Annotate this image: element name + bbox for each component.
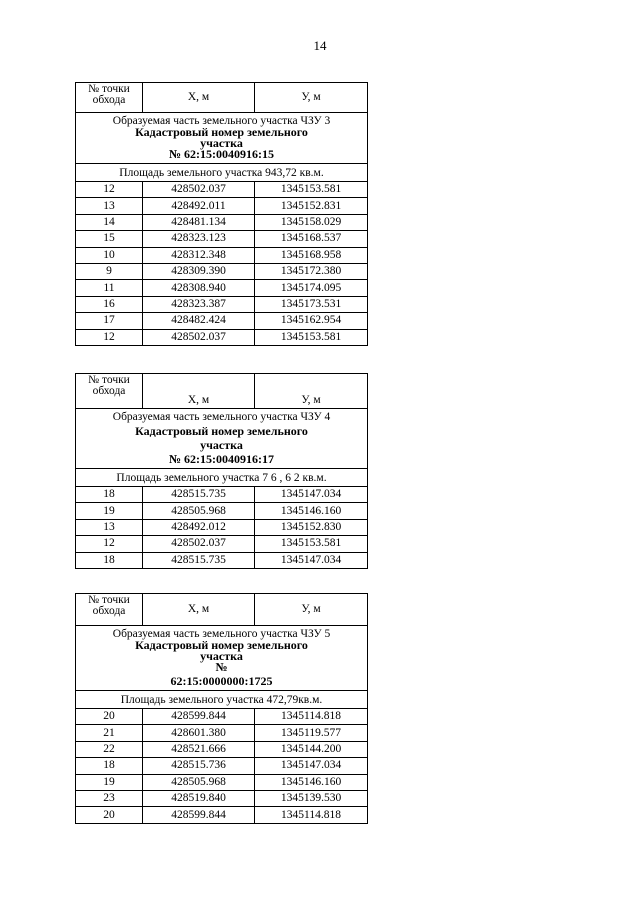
- y-coordinate-cell: 1345139.530: [255, 790, 368, 806]
- table-row: [76, 503, 368, 519]
- table-row: [76, 247, 368, 263]
- table-row: [76, 790, 368, 806]
- point-number-cell: 17: [76, 313, 143, 329]
- land-part-table-3: [75, 593, 368, 824]
- point-number-cell: 20: [76, 807, 143, 823]
- point-number-cell: 22: [76, 741, 143, 757]
- land-part-table-1: [75, 82, 368, 346]
- x-coordinate-cell: 428309.390: [143, 263, 255, 279]
- point-number-cell: 12: [76, 536, 143, 552]
- cadastral-label-cont: участка: [200, 649, 243, 663]
- coordinate-rows: [76, 487, 368, 569]
- point-number-cell: 12: [76, 182, 143, 198]
- area-text: Площадь земельного участка 943,72 кв.м.: [76, 164, 368, 182]
- table-row: [76, 296, 368, 312]
- table-row: [76, 774, 368, 790]
- point-number-cell: 18: [76, 552, 143, 568]
- y-coordinate-cell: 1345147.034: [255, 758, 368, 774]
- col-x-header: X, м: [143, 594, 255, 626]
- cadastral-label-cont: участка: [200, 136, 243, 150]
- y-coordinate-cell: 1345114.818: [255, 807, 368, 823]
- x-coordinate-cell: 428323.123: [143, 231, 255, 247]
- table-row: [76, 741, 368, 757]
- y-coordinate-cell: 1345152.830: [255, 519, 368, 535]
- table-row: [76, 313, 368, 329]
- x-coordinate-cell: 428599.844: [143, 709, 255, 725]
- y-coordinate-cell: 1345162.954: [255, 313, 368, 329]
- x-coordinate-cell: 428481.134: [143, 214, 255, 230]
- point-number-cell: 11: [76, 280, 143, 296]
- area-text: Площадь земельного участка 7 6 , 6 2 кв.м.: [76, 469, 368, 487]
- col-x-header: X, м: [143, 374, 255, 409]
- cadastral-label: Кадастровый номер земельного: [135, 424, 308, 438]
- point-number-cell: 14: [76, 214, 143, 230]
- y-coordinate-cell: 1345147.034: [255, 487, 368, 503]
- point-number-cell: 19: [76, 503, 143, 519]
- y-coordinate-cell: 1345144.200: [255, 741, 368, 757]
- y-coordinate-cell: 1345172.380: [255, 263, 368, 279]
- point-number-cell: 20: [76, 709, 143, 725]
- y-coordinate-cell: 1345147.034: [255, 552, 368, 568]
- point-number-cell: 18: [76, 758, 143, 774]
- x-coordinate-cell: 428599.844: [143, 807, 255, 823]
- table-row: [76, 709, 368, 725]
- y-coordinate-cell: 1345152.831: [255, 198, 368, 214]
- x-coordinate-cell: 428308.940: [143, 280, 255, 296]
- cadastral-label: Кадастровый номер земельного: [135, 125, 308, 139]
- table-title: Образуемая часть земельного участка ЧЗУ 5: [112, 628, 331, 640]
- point-number-cell: 10: [76, 247, 143, 263]
- y-coordinate-cell: 1345146.160: [255, 774, 368, 790]
- cadastral-number: № 62:15:0040916:15: [168, 147, 275, 161]
- point-number-cell: 21: [76, 725, 143, 741]
- point-number-cell: 9: [76, 263, 143, 279]
- point-number-cell: 23: [76, 790, 143, 806]
- point-number-cell: 15: [76, 231, 143, 247]
- y-coordinate-cell: 1345173.531: [255, 296, 368, 312]
- table-title: Образуемая часть земельного участка ЧЗУ 4: [112, 411, 331, 423]
- y-coordinate-cell: 1345168.958: [255, 247, 368, 263]
- point-number-cell: 13: [76, 198, 143, 214]
- y-coordinate-cell: 1345146.160: [255, 503, 368, 519]
- table-row: [76, 263, 368, 279]
- x-coordinate-cell: 428482.424: [143, 313, 255, 329]
- col-point-header: № точки обхода: [76, 374, 143, 409]
- cadastral-number: 62:15:0000000:1725: [170, 674, 273, 688]
- table-row: [76, 214, 368, 230]
- coordinate-rows: [76, 182, 368, 346]
- x-coordinate-cell: 428515.735: [143, 487, 255, 503]
- col-point-header: № точки обхода: [76, 83, 143, 113]
- table-header: [76, 409, 368, 469]
- cadastral-number-prefix: №: [215, 660, 228, 674]
- y-coordinate-cell: 1345153.581: [255, 182, 368, 198]
- table-row: [76, 807, 368, 823]
- table-row: [76, 519, 368, 535]
- cadastral-label-cont: участка: [200, 438, 243, 452]
- x-coordinate-cell: 428505.968: [143, 774, 255, 790]
- y-coordinate-cell: 1345153.581: [255, 536, 368, 552]
- area-text: Площадь земельного участка 472,79кв.м.: [76, 691, 368, 709]
- x-coordinate-cell: 428601.380: [143, 725, 255, 741]
- y-coordinate-cell: 1345114.818: [255, 709, 368, 725]
- page-number: 14: [313, 38, 327, 53]
- col-x-header: X, м: [143, 83, 255, 113]
- y-coordinate-cell: 1345153.581: [255, 329, 368, 345]
- x-coordinate-cell: 428312.348: [143, 247, 255, 263]
- col-y-header: У, м: [255, 594, 368, 626]
- x-coordinate-cell: 428515.735: [143, 552, 255, 568]
- x-coordinate-cell: 428323.387: [143, 296, 255, 312]
- table-row: [76, 329, 368, 345]
- table-row: [76, 231, 368, 247]
- land-part-table-2: [75, 373, 368, 569]
- table-row: [76, 198, 368, 214]
- x-coordinate-cell: 428505.968: [143, 503, 255, 519]
- x-coordinate-cell: 428502.037: [143, 182, 255, 198]
- cadastral-number: № 62:15:0040916:17: [168, 452, 275, 466]
- table-row: [76, 487, 368, 503]
- x-coordinate-cell: 428502.037: [143, 329, 255, 345]
- table-row: [76, 536, 368, 552]
- table-row: [76, 182, 368, 198]
- point-number-cell: 13: [76, 519, 143, 535]
- point-number-cell: 18: [76, 487, 143, 503]
- table-title: Образуемая часть земельного участка ЧЗУ 3: [112, 115, 331, 127]
- x-coordinate-cell: 428492.012: [143, 519, 255, 535]
- coordinate-rows: [76, 709, 368, 824]
- cadastral-label: Кадастровый номер земельного: [135, 638, 308, 652]
- x-coordinate-cell: 428521.666: [143, 741, 255, 757]
- col-y-header: У, м: [255, 83, 368, 113]
- table-row: [76, 725, 368, 741]
- y-coordinate-cell: 1345119.577: [255, 725, 368, 741]
- y-coordinate-cell: 1345168.537: [255, 231, 368, 247]
- y-coordinate-cell: 1345158.029: [255, 214, 368, 230]
- x-coordinate-cell: 428502.037: [143, 536, 255, 552]
- table-row: [76, 758, 368, 774]
- table-header: [76, 626, 368, 691]
- table-row: [76, 280, 368, 296]
- point-number-cell: 16: [76, 296, 143, 312]
- col-y-header: У, м: [255, 374, 368, 409]
- table-row: [76, 552, 368, 568]
- col-point-header: № точки обхода: [76, 594, 143, 626]
- x-coordinate-cell: 428519.840: [143, 790, 255, 806]
- point-number-cell: 19: [76, 774, 143, 790]
- x-coordinate-cell: 428492.011: [143, 198, 255, 214]
- x-coordinate-cell: 428515.736: [143, 758, 255, 774]
- point-number-cell: 12: [76, 329, 143, 345]
- table-header: [76, 113, 368, 164]
- y-coordinate-cell: 1345174.095: [255, 280, 368, 296]
